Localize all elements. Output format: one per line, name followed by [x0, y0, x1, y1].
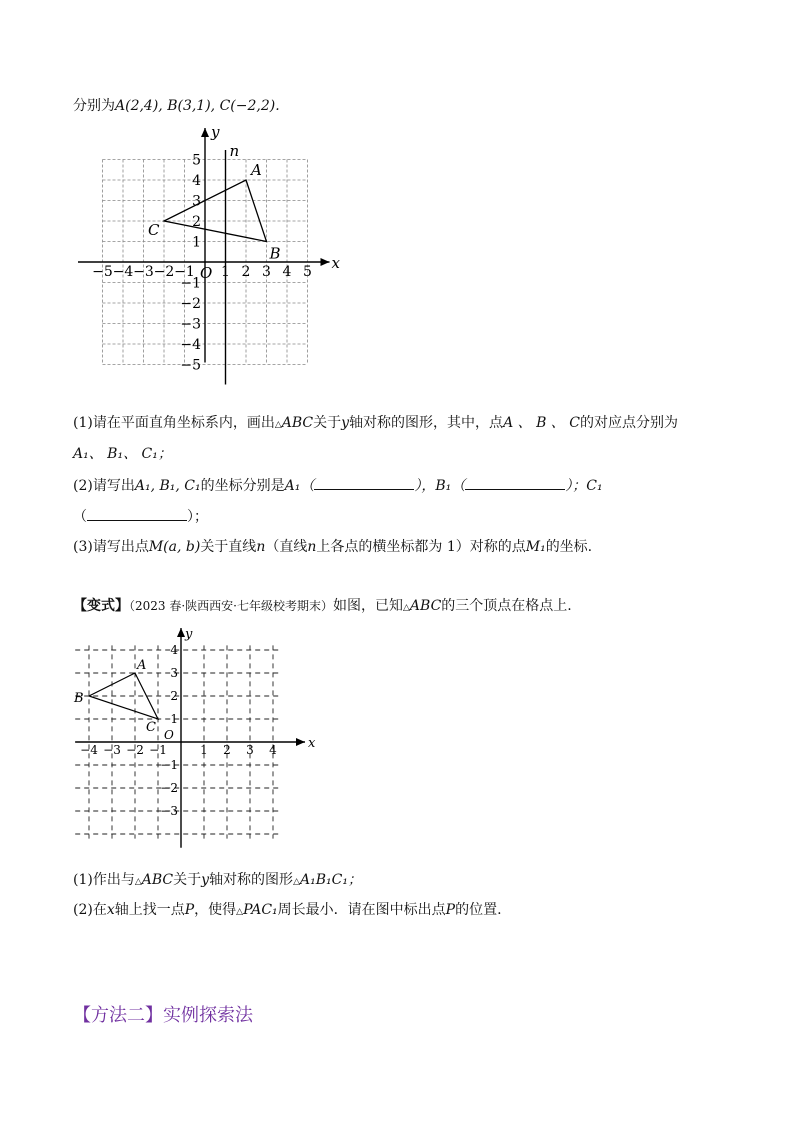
variant-triangle: ABC	[409, 598, 442, 614]
variant-text1: 如图，已知	[332, 598, 403, 614]
vertex-label-b: B	[269, 244, 281, 263]
v2-end: 的位置.	[455, 902, 502, 918]
x-tick-label: 2	[241, 264, 251, 280]
b1-answer-blank[interactable]	[465, 475, 565, 490]
figure2-triangle	[73, 658, 158, 735]
y-tick-label: 3	[170, 666, 178, 680]
v1-triangle2: A₁B₁C₁；	[299, 872, 362, 888]
q1-rest: 轴对称的图形，其中，点	[349, 415, 504, 431]
q3-end: 的坐标.	[545, 539, 593, 555]
q2-c1-paren-open: （	[73, 509, 87, 525]
method-heading: 【方法二】实例探索法	[73, 1005, 253, 1026]
q3-line-n2: n	[307, 539, 317, 555]
y-tick-label: −4	[180, 337, 201, 353]
y-tick-label: 1	[170, 712, 178, 726]
x-tick-label: −1	[149, 743, 167, 757]
x-axis-arrow	[296, 738, 305, 746]
y-tick-label: 3	[192, 193, 201, 210]
c1-answer-blank[interactable]	[87, 506, 187, 521]
q3-paren: （直线	[265, 539, 308, 555]
v1-prefix: (1)作出与	[73, 872, 135, 888]
intro-line	[73, 96, 280, 116]
x-tick-label: −3	[133, 264, 154, 280]
vertex-label-a: A	[137, 658, 147, 673]
q2-c1-paren-close: ）；	[187, 509, 208, 525]
q2-mid: 的坐标分别是	[200, 478, 285, 494]
figure1-triangle	[148, 161, 281, 263]
figure2-coordinate-grid	[60, 620, 320, 850]
figure1-line-n-label: n	[229, 142, 240, 160]
x-tick-label: 2	[223, 743, 231, 757]
q2-b1-open: ），B₁（	[414, 478, 466, 494]
q1-corresponding-points: A₁、 B₁、 C₁；	[73, 446, 172, 462]
figure1-y-axis-label: y	[211, 123, 220, 141]
variant-text2: 的三个顶点在格点上.	[441, 598, 572, 614]
q3-paren-rest: 上各点的横坐标都为 1）对称的点	[316, 539, 526, 555]
v1-rest: 轴对称的图形	[209, 872, 294, 888]
x-tick-label: 4	[282, 264, 292, 280]
x-tick-label: −1	[174, 264, 195, 280]
v2-rest2: 周长最小．请在图中标出点	[277, 902, 446, 918]
v2-prefix: (2)在	[73, 902, 107, 918]
y-tick-label: 4	[192, 173, 201, 189]
intro-text: 分别为	[73, 98, 115, 114]
triangle-symbol: △	[402, 603, 410, 613]
y-tick-label: −1	[180, 275, 201, 292]
x-tick-label: 3	[246, 743, 254, 757]
y-tick-label: −1	[160, 758, 178, 772]
q1-y: y	[341, 415, 350, 431]
figure2-y-axis-label: y	[185, 627, 193, 642]
x-tick-label: −2	[126, 743, 144, 757]
q1-mid: 关于	[313, 415, 342, 431]
figure2-origin-label: O	[164, 728, 174, 742]
figure1-x-axis-label: x	[331, 254, 340, 272]
q2-c1-open: ）；C₁	[565, 478, 603, 494]
vertex-label-c: C	[148, 221, 160, 239]
q1-points: A 、 B 、 C	[503, 415, 580, 431]
triangle-symbol: △	[293, 877, 300, 887]
q2-a1-open: A₁（	[284, 478, 315, 494]
x-tick-label: 4	[269, 743, 277, 757]
figure1-axes	[78, 128, 330, 385]
triangle-symbol: △	[236, 907, 244, 917]
vertex-label-b: B	[74, 691, 84, 706]
triangle-symbol: △	[274, 420, 282, 430]
x-tick-label: 5	[303, 264, 312, 280]
y-axis-arrow	[201, 128, 209, 137]
v1-mid: 关于	[173, 872, 202, 888]
a1-answer-blank[interactable]	[314, 475, 414, 490]
q3-point-m1: M₁	[525, 539, 546, 555]
v2-triangle: PAC₁	[243, 902, 278, 918]
variant-tag: 【变式】	[73, 598, 129, 614]
y-axis-arrow	[177, 628, 185, 637]
x-tick-label: −4	[80, 743, 98, 757]
q3-line	[73, 537, 592, 557]
q2-line2	[73, 506, 208, 527]
q2-points: A₁, B₁, C₁	[134, 478, 201, 494]
vertex-label-c: C	[146, 720, 156, 735]
q1-line1	[73, 413, 678, 435]
y-tick-label: −2	[180, 296, 201, 312]
q3-point-m: M(a, b)	[148, 539, 201, 555]
x-tick-label: 3	[262, 264, 271, 280]
q3-prefix: (3)请写出点	[73, 539, 149, 555]
v2-line	[73, 900, 502, 922]
q2-line1	[73, 475, 603, 496]
triangle-symbol: △	[134, 877, 142, 887]
vertex-label-a: A	[251, 161, 262, 179]
y-tick-label: 4	[170, 643, 178, 657]
y-tick-label: −2	[160, 781, 178, 795]
q3-line-n: n	[256, 539, 266, 555]
x-tick-label: −5	[92, 264, 113, 280]
variant-line	[73, 596, 572, 618]
intro-coords: A(2,4), B(3,1), C(−2,2).	[115, 98, 280, 114]
figure1-coordinate-grid	[60, 120, 350, 395]
q1-triangle: ABC	[281, 415, 314, 431]
x-tick-label: 1	[200, 743, 208, 757]
y-tick-label: 5	[192, 152, 201, 169]
x-tick-label: −2	[153, 264, 175, 280]
figure1-origin-label: O	[200, 264, 213, 282]
v2-p: P	[184, 902, 195, 918]
v2-p2: P	[445, 902, 456, 918]
y-tick-label: −3	[160, 804, 178, 818]
x-tick-label: 1	[221, 264, 230, 280]
v1-y: y	[201, 872, 210, 888]
v2-x: x	[106, 902, 115, 918]
v2-mid: 轴上找一点	[114, 902, 185, 918]
figure2-axes	[75, 628, 305, 848]
figure2-x-axis-label: x	[308, 736, 316, 751]
y-tick-label: 1	[192, 234, 201, 251]
v2-rest: ，使得	[194, 902, 237, 918]
q1-line2	[73, 444, 172, 464]
x-tick-label: −4	[112, 264, 134, 280]
figure1-tick-labels	[92, 153, 312, 374]
q1-end: 的对应点分别为	[579, 415, 678, 431]
x-tick-label: −3	[103, 743, 121, 757]
q1-prefix: (1)请在平面直角坐标系内，画出	[73, 415, 275, 431]
v1-triangle: ABC	[141, 872, 174, 888]
q3-mid: 关于直线	[200, 539, 257, 555]
x-axis-arrow	[321, 258, 330, 266]
y-tick-label: −3	[180, 316, 201, 333]
y-tick-label: 2	[192, 214, 201, 230]
variant-source: （2023 春·陕西西安·七年级校考期末）	[129, 599, 333, 613]
y-tick-label: 2	[170, 689, 178, 703]
y-tick-label: −5	[180, 357, 201, 374]
triangle-abc	[164, 180, 267, 242]
q2-prefix: (2)请写出	[73, 478, 135, 494]
v1-line	[73, 870, 362, 892]
figure2-tick-labels	[80, 643, 277, 818]
